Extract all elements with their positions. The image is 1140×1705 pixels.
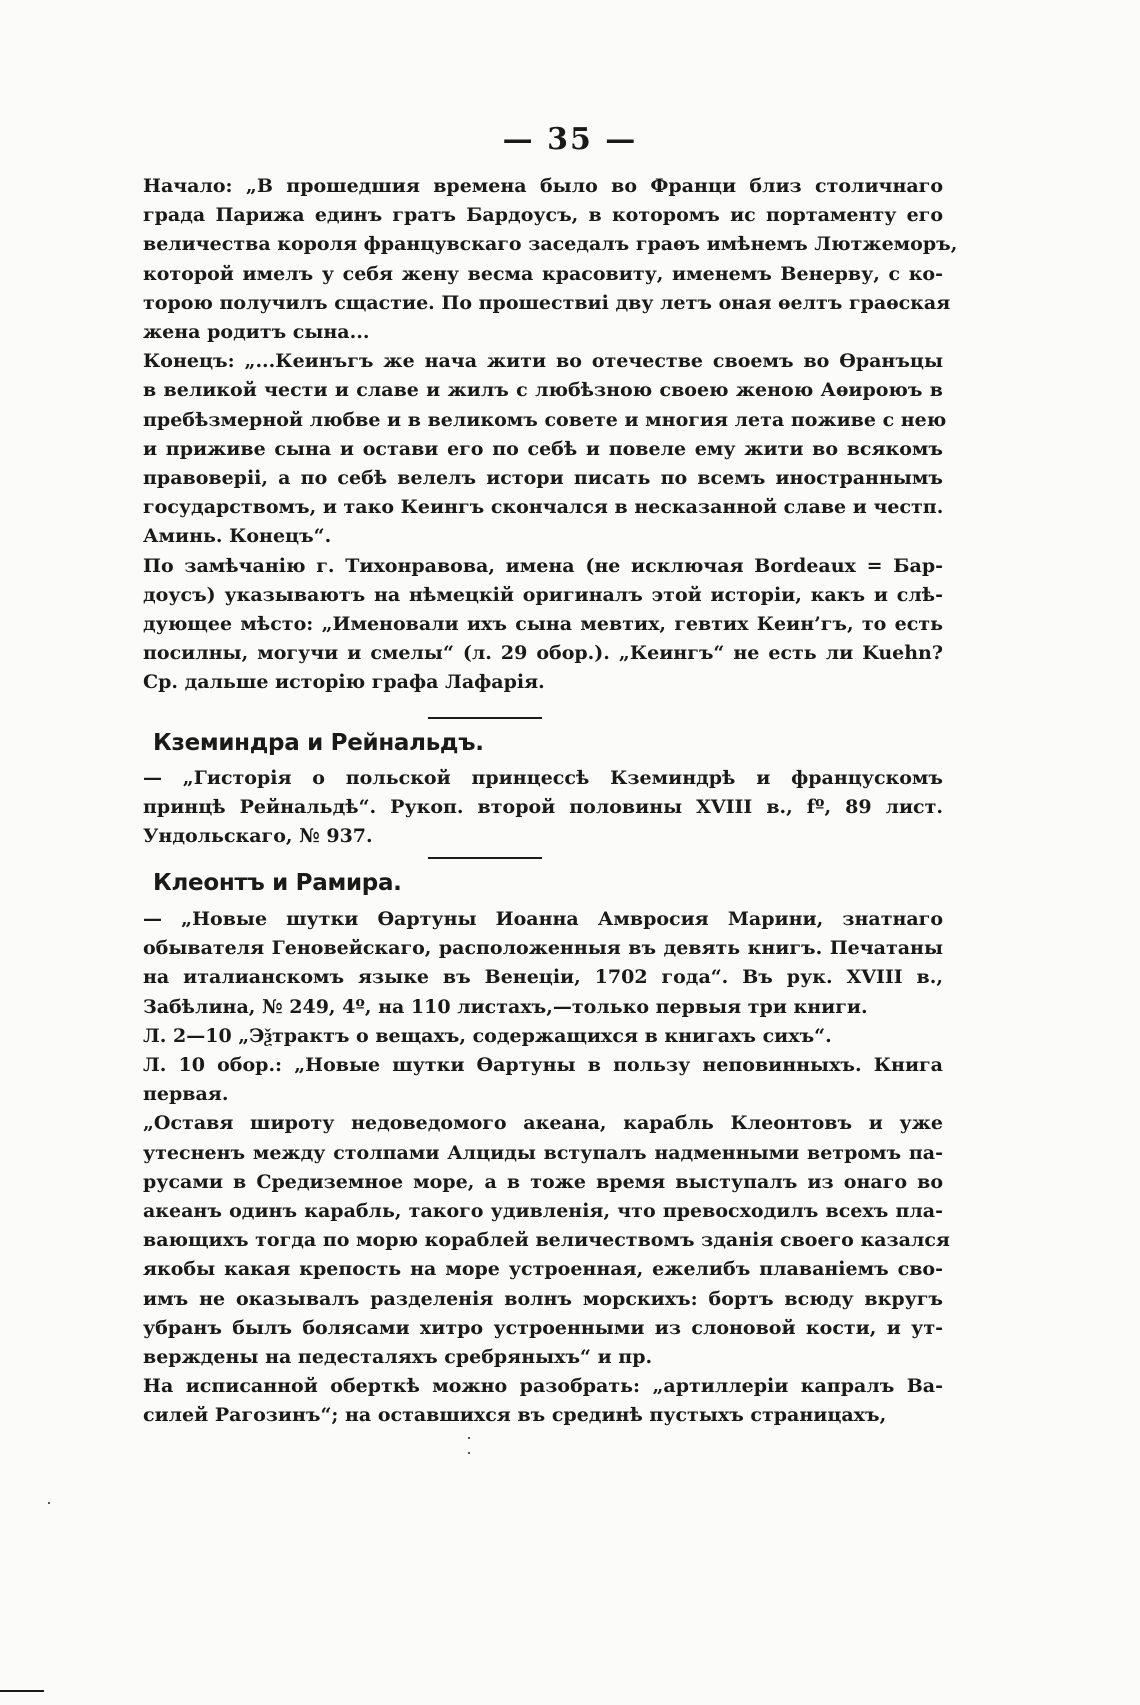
- text-line: „Оставя широту недоведомого акеана, карабль Клеонтовъ и уже: [143, 1112, 943, 1135]
- text-line: Забѣлина, № 249, 4º, на 110 листахъ,—только первыя три книги.: [143, 995, 868, 1018]
- section-koenig-text: [143, 172, 958, 698]
- text-line: верждены на педесталяхъ сребряныхъ“ и пр.: [143, 1346, 653, 1369]
- text-line: — „Гисторія о польской принцессѣ Кземиндрѣ и францускомъ: [143, 767, 943, 789]
- scan-edge-mark: [0, 1690, 44, 1692]
- text-line: доусъ) указываютъ на нѣмецкій оригиналъ этой исторіи, какъ и слѣ-: [143, 583, 943, 606]
- text-line: обывателя Геновейскаго, расположенныя въ девять книгъ. Печатаны: [143, 937, 943, 960]
- text-line: торою получилъ сщастие. По прошествиі дву летъ оная ѳелтъ граѳская: [143, 291, 951, 314]
- text-line: принцѣ Рейнальдѣ“. Рукоп. второй половины XVIII в., fº, 89 лист.: [143, 796, 943, 819]
- text-line: которой имелъ у себя жену весма красовиту, именемъ Венерву, с ко-: [143, 262, 943, 285]
- scan-speck: [468, 1437, 470, 1439]
- text-line: Начало: „В прошедшия времена было во Франци близ столичнаго: [143, 175, 943, 197]
- text-line: На исписанной оберткѣ можно разобрать: „артиллеріи капралъ Ва-: [143, 1375, 943, 1398]
- text-line: Л. 10 обор.: „Новые шутки Ѳартуны в пользу неповинныхъ. Книга: [143, 1054, 943, 1077]
- text-line: силей Рагозинъ“; на оставшихся въ срединѣ пустыхъ страницахъ,: [143, 1404, 887, 1427]
- heading-kzemindra: Кземиндра и Рейнальдъ.: [153, 730, 484, 756]
- text-line: Аминь. Конецъ“.: [143, 525, 332, 548]
- text-line: пребѣзмерной любве и в великомъ совете и многия лета поживе с нею: [143, 408, 947, 431]
- text-line: Л. 2—10 „Эѯтрактъ о вещахъ, содержащихся в книгахъ сихъ“.: [143, 1024, 832, 1047]
- section-kzemindra-text: [143, 764, 943, 852]
- text-line: в великой чести и славе и жилъ с любѣзною своею женою Аѳироюъ в: [143, 379, 943, 402]
- text-line: Ундольскаго, № 937.: [143, 825, 373, 848]
- text-line: По замѣчанію г. Тихонравова, имена (не исключая Bordeaux = Бар-: [143, 554, 943, 577]
- text-line: утесненъ между столпами Алциды вступалъ надменными ветромъ па-: [143, 1141, 943, 1164]
- text-line: — „Новые шутки Ѳартуны Иоанна Амвросия Марини, знатнаго: [143, 908, 943, 930]
- text-line: правоверіі, а по себѣ велелъ истори писать по всемъ иностраннымъ: [143, 467, 943, 490]
- text-line: на италианскомъ языке въ Венеціи, 1702 года“. Въ рук. XVIII в.,: [143, 966, 943, 989]
- text-line: жена родитъ сына...: [143, 321, 370, 344]
- text-line: якобы какая крепость на море устроенная, ежелибъ плаваніемъ сво-: [143, 1258, 943, 1281]
- text-line: посилны, могучи и смелы“ (л. 29 обор.). „Кеингъ“ не есть ли Kuehn?: [143, 642, 943, 665]
- section-divider: [428, 857, 542, 859]
- text-line: и приживе сына и остави его по себѣ и повеле ему жити во всякомъ: [143, 437, 943, 460]
- text-line: акеанъ одинъ карабль, такого удивленія, что превосходилъ всехъ пла-: [143, 1200, 943, 1223]
- text-line: града Парижа единъ гратъ Бардоусъ, в которомъ ис портаменту его: [143, 204, 943, 227]
- text-line: Ср. дальше исторію графа Лафарія.: [143, 671, 545, 694]
- section-kleont-text: [143, 905, 950, 1431]
- text-line: русами в Средиземное море, а в тоже время выступалъ из онаго во: [143, 1170, 943, 1193]
- text-line: Конецъ: „...Кеинъгъ же нача жити во отечестве своемъ во Ѳранъцы: [143, 350, 943, 373]
- text-line: убранъ былъ болясами хитро устроенными из слоновой кости, и ут-: [143, 1316, 943, 1339]
- text-line: вающихъ тогда по морю кораблей величествомъ зданія своего казался: [143, 1229, 950, 1252]
- text-line: дующее мѣсто: „Именовали ихъ сына мевтих, гевтих Кеин’гъ, то есть: [143, 613, 943, 636]
- page-number: — 35 —: [502, 122, 638, 157]
- scan-speck: [468, 1452, 470, 1454]
- text-line: государствомъ, и тако Кеингъ скончался в несказанной славе и честп.: [143, 496, 944, 519]
- text-line: величества короля францувскаго заседалъ граѳъ имѣнемъ Лютжеморъ,: [143, 233, 958, 256]
- text-line: первая.: [143, 1083, 229, 1106]
- scan-speck: [48, 1502, 50, 1504]
- text-line: имъ не оказывалъ разделенія волнъ морскихъ: бортъ всюду вкругъ: [143, 1287, 943, 1310]
- section-divider: [428, 717, 542, 719]
- heading-kleont: Клеонтъ и Рамира.: [153, 870, 402, 896]
